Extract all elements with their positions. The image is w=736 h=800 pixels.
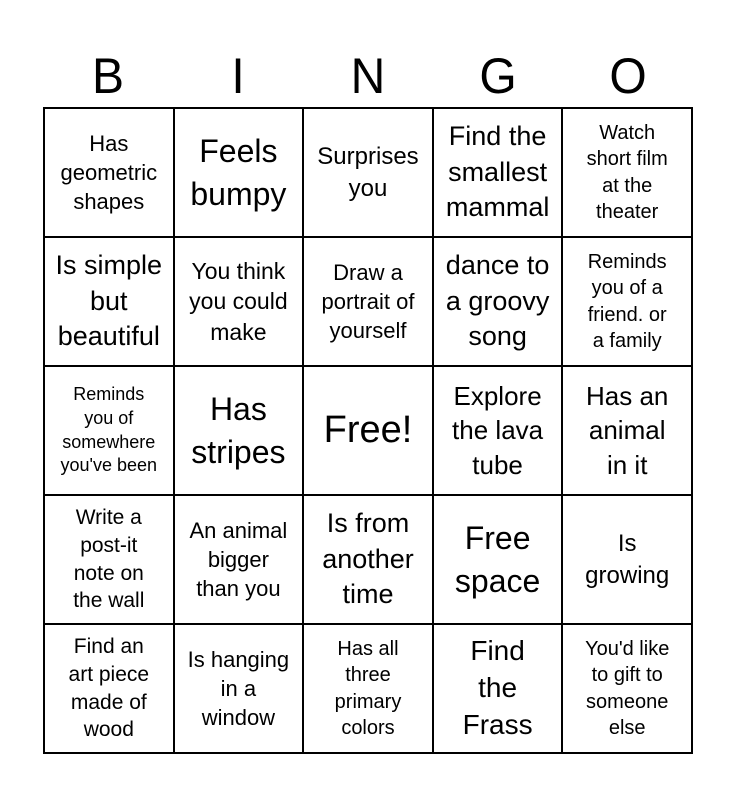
bingo-cell-text: You'd like to gift to someone else — [585, 637, 670, 739]
bingo-cell[interactable] — [174, 624, 304, 753]
bingo-title-letter: I — [231, 48, 245, 104]
bingo-cell-text: dance to a groovy song — [445, 250, 550, 352]
bingo-cell[interactable] — [303, 495, 433, 624]
bingo-cell[interactable] — [174, 237, 304, 366]
bingo-cell-text: Reminds you of a friend. or a family — [587, 250, 667, 352]
bingo-cell[interactable] — [562, 108, 692, 237]
bingo-cell-text: Write a post-it note on the wall — [73, 506, 145, 613]
bingo-cell-text: An animal bigger than you — [189, 517, 288, 602]
bingo-cell[interactable] — [44, 108, 174, 237]
bingo-cell[interactable] — [433, 495, 563, 624]
bingo-cell[interactable] — [562, 495, 692, 624]
bingo-cell[interactable] — [433, 366, 563, 495]
bingo-cell-text: Has an animal in it — [586, 381, 669, 480]
bingo-title-letter: N — [350, 48, 386, 104]
bingo-cell[interactable] — [174, 108, 304, 237]
bingo-grid — [43, 107, 693, 754]
bingo-cell[interactable] — [303, 237, 433, 366]
bingo-cell-text: Reminds you of somewhere you've been — [60, 384, 158, 476]
bingo-cell[interactable] — [44, 366, 174, 495]
bingo-cell-text: Watch short film at the theater — [586, 121, 668, 223]
bingo-cell[interactable] — [44, 624, 174, 753]
bingo-cell[interactable] — [433, 237, 563, 366]
bingo-cell-text: Is from another time — [322, 508, 414, 610]
bingo-cell[interactable] — [174, 495, 304, 624]
bingo-cell-text: Find the smallest mammal — [445, 121, 550, 223]
bingo-cell-text: You think you could make — [189, 257, 288, 345]
bingo-title — [43, 0, 693, 107]
bingo-title-letter: B — [91, 48, 125, 104]
bingo-cell-text: Find an art piece made of wood — [68, 635, 150, 742]
bingo-title-letter: O — [609, 48, 647, 104]
bingo-cell-text: Has geometric shapes — [60, 130, 158, 215]
bingo-cell[interactable] — [174, 366, 304, 495]
bingo-cell[interactable] — [303, 108, 433, 237]
bingo-cell-text: Has stripes — [191, 391, 286, 470]
bingo-cell[interactable] — [433, 108, 563, 237]
bingo-cell-text: Explore the lava tube — [452, 381, 544, 480]
bingo-cell-text: Has all three primary colors — [334, 637, 402, 739]
bingo-cell-text: Free space — [454, 520, 541, 599]
bingo-cell[interactable] — [433, 624, 563, 753]
bingo-cell-text: Is growing — [585, 529, 670, 589]
bingo-cell[interactable] — [303, 366, 433, 495]
bingo-cell[interactable] — [562, 366, 692, 495]
bingo-cell[interactable] — [44, 237, 174, 366]
bingo-cell[interactable] — [44, 495, 174, 624]
bingo-cell-text: Draw a portrait of yourself — [321, 259, 415, 344]
bingo-cell-text: Feels bumpy — [190, 133, 287, 212]
bingo-cell[interactable] — [303, 624, 433, 753]
bingo-cell-text: Surprises you — [317, 142, 419, 202]
bingo-cell[interactable] — [562, 237, 692, 366]
bingo-cell-text: Is hanging in a window — [187, 646, 290, 731]
bingo-cell[interactable] — [562, 624, 692, 753]
bingo-cell-text: Find the Frass — [462, 635, 533, 740]
bingo-cell-text: Free! — [323, 409, 413, 452]
bingo-cell-text: Is simple but beautiful — [55, 250, 163, 352]
bingo-title-letter: G — [479, 48, 517, 104]
